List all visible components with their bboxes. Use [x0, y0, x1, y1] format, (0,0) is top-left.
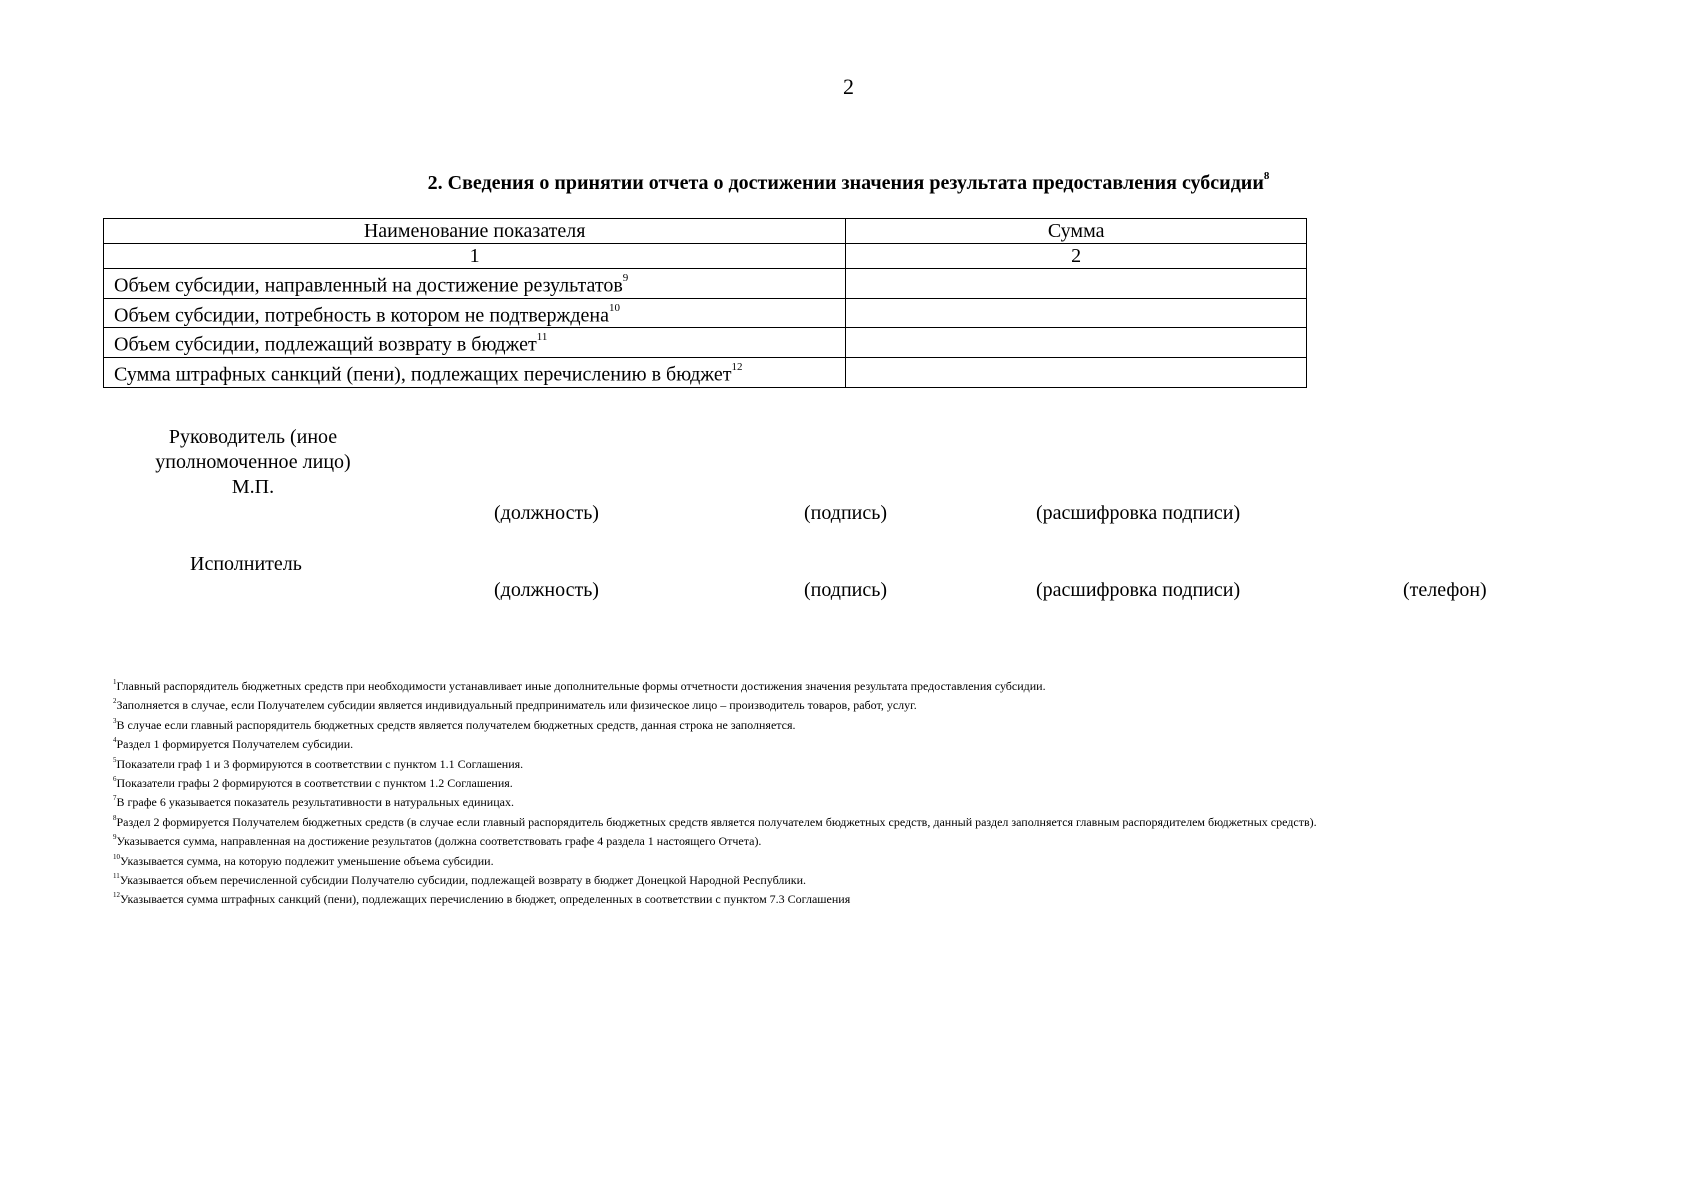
executor-phone-caption: (телефон): [1403, 579, 1487, 601]
footnotes: [113, 675, 1317, 908]
footnote: [113, 869, 1317, 888]
executor-decoding-caption: (расшифровка подписи): [1036, 579, 1241, 601]
footnote: [113, 714, 1317, 733]
head-signature-caption: (подпись): [804, 502, 888, 524]
footnote: [113, 850, 1317, 869]
footnote-text: Указывается сумма, на которую подлежит уменьшение объема субсидии.: [120, 853, 494, 868]
row-footnote-ref: 10: [609, 301, 621, 314]
table-row: [104, 328, 1307, 358]
footnote-text: Указывается сумма штрафных санкций (пени), подлежащих перечислению в бюджет, определенных в соответствии с пунктом 7.3 Соглашения: [120, 892, 851, 907]
footnote-text: В графе 6 указывается показатель результативности в натуральных единицах.: [116, 795, 514, 810]
head-title-line2: уполномоченное лицо): [155, 451, 351, 473]
row-label: Объем субсидии, потребность в котором не подтверждена: [114, 304, 610, 327]
footnote-number: 5: [113, 755, 117, 764]
footnote-text: Указывается объем перечисленной субсидии Получателю субсидии, подлежащей возврату в бюджет Донецкой Народной Республики.: [119, 873, 807, 888]
seal-label: М.П.: [231, 476, 275, 498]
footnote: [113, 772, 1317, 791]
row-amount-cell: [846, 298, 1307, 328]
footnote-number: 4: [113, 736, 117, 745]
footnote-number: 7: [113, 794, 117, 803]
head-title-line1: Руководитель (иное: [168, 426, 338, 448]
table-column-numbers-row: [104, 244, 1307, 269]
table-row: [104, 298, 1307, 328]
row-label: Объем субсидии, направленный на достижение результатов: [114, 274, 623, 297]
footnote-number: 11: [113, 872, 120, 881]
footnote: [113, 888, 1317, 907]
footnote: [113, 675, 1317, 694]
footnote-number: 10: [113, 852, 120, 861]
section-title-footnote-ref: 8: [1263, 170, 1270, 183]
footnote-text: Показатели граф 1 и 3 формируются в соответствии с пунктом 1.1 Соглашения.: [116, 756, 524, 771]
row-label: Объем субсидии, подлежащий возврату в бюджет: [114, 333, 537, 356]
footnote: [113, 733, 1317, 752]
page-number: 2: [843, 74, 854, 99]
executor-label: Исполнитель: [190, 553, 302, 575]
row-label-cell: [104, 328, 846, 358]
table-row: [104, 357, 1307, 387]
head-decoding-caption: (расшифровка подписи): [1036, 502, 1241, 524]
footnote-text: Заполняется в случае, если Получателем субсидии является индивидуальный предприниматель или физическое лицо – производитель товаров, работ, услуг.: [116, 698, 917, 713]
column-number-1: 1: [104, 244, 846, 269]
row-label: Сумма штрафных санкций (пени), подлежащих перечислению в бюджет: [114, 363, 732, 386]
footnote-number: 1: [113, 678, 117, 686]
head-position-caption: (должность): [494, 502, 599, 524]
acceptance-table: [103, 218, 1307, 388]
executor-position-caption: (должность): [494, 579, 599, 601]
head-signatory-block: [118, 425, 388, 500]
footnote-text: В случае если главный распорядитель бюджетных средств является получателем бюджетных средств, данная строка не заполняется.: [116, 717, 796, 732]
column-number-2: 2: [846, 244, 1307, 269]
table-header-row: [104, 219, 1307, 244]
row-label-cell: [104, 269, 846, 299]
footnote-number: 9: [113, 833, 117, 842]
row-amount-cell: [846, 357, 1307, 387]
footnote-text: Указывается сумма, направленная на достижение результатов (должна соответствовать графе 4 раздела 1 настоящего Отчета).: [116, 834, 762, 849]
footnote-number: 12: [113, 891, 120, 900]
header-indicator-name: Наименование показателя: [104, 219, 846, 244]
footnote-text: Главный распорядитель бюджетных средств при необходимости устанавливает иные дополнительные формы отчетности достижения значения результата предоставления субсидии.: [116, 679, 1046, 693]
row-footnote-ref: 11: [536, 331, 548, 344]
footnote: [113, 830, 1317, 849]
footnote-number: 2: [113, 697, 117, 706]
row-amount-cell: [846, 328, 1307, 358]
footnote-text: Раздел 2 формируется Получателем бюджетных средств (в случае если главный распорядитель бюджетных средств является получателем бюджетных средств, данный раздел заполняется главным распорядителем бюджетных средств).: [116, 814, 1317, 829]
footnote: [113, 753, 1317, 772]
footnote-text: Показатели графы 2 формируются в соответствии с пунктом 1.2 Соглашения.: [116, 776, 513, 791]
footnote: [113, 694, 1317, 713]
header-amount: Сумма: [846, 219, 1307, 244]
executor-signature-caption: (подпись): [804, 579, 888, 601]
footnote-text: Раздел 1 формируется Получателем субсидии.: [116, 737, 354, 752]
footnote-number: 8: [113, 813, 117, 822]
footnote-number: 6: [113, 775, 117, 784]
row-footnote-ref: 9: [622, 272, 629, 284]
footnote: [113, 811, 1317, 830]
row-label-cell: [104, 298, 846, 328]
section-title: [0, 172, 1697, 195]
footnote: [113, 791, 1317, 810]
table-row: [104, 269, 1307, 299]
section-title-text: 2. Сведения о принятии отчета о достижении значения результата предоставления субсидии: [427, 172, 1264, 194]
row-amount-cell: [846, 269, 1307, 299]
footnote-number: 3: [113, 716, 117, 725]
row-footnote-ref: 12: [731, 360, 743, 373]
row-label-cell: [104, 357, 846, 387]
